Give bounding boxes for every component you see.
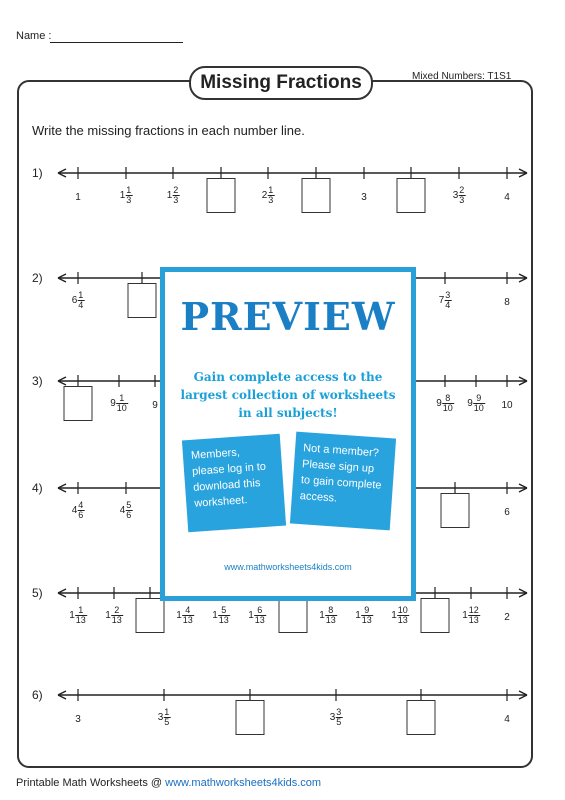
footer-text: Printable Math Worksheets @ — [16, 777, 166, 789]
tick-label: 1 $\frac{9}{13}$ — [355, 605, 372, 625]
tick-label: 2 — [504, 612, 510, 623]
answer-box[interactable] — [397, 178, 426, 213]
tick-label: 1 $\frac{10}{13}$ — [391, 605, 408, 625]
tick-label: 9 $\frac{8}{10}$ — [436, 393, 453, 413]
preview-title: PREVIEW — [180, 294, 396, 339]
tick-label: 3 $\frac{2}{3}$ — [452, 185, 465, 205]
signup-card[interactable]: Not a member? Please sign up to gain complete access. — [290, 432, 396, 531]
tick-label: 1 $\frac{6}{13}$ — [248, 605, 265, 625]
problem-number: 6) — [32, 688, 43, 702]
footer — [16, 777, 321, 789]
tick-label: 1 $\frac{5}{13}$ — [212, 605, 229, 625]
tick-label: 4 $\frac{4}{6}$ — [71, 500, 84, 520]
tick-label: 3 — [75, 714, 81, 725]
preview-url-link[interactable]: www.mathworksheets4kids.com — [224, 562, 352, 572]
answer-box[interactable] — [279, 598, 308, 633]
problem-number: 4) — [32, 481, 43, 495]
answer-box[interactable] — [64, 386, 93, 421]
answer-box[interactable] — [441, 493, 470, 528]
tick-label: 1 $\frac{1}{13}$ — [69, 605, 86, 625]
tick-label: 1 $\frac{2}{13}$ — [105, 605, 122, 625]
tick-label: 4 — [504, 192, 510, 203]
tick-label: 3 $\frac{1}{5}$ — [157, 707, 170, 727]
tick-label: 9 — [152, 400, 158, 411]
tick-label: 2 $\frac{1}{3}$ — [261, 185, 274, 205]
tick-label: 1 $\frac{2}{3}$ — [166, 185, 179, 205]
tick-label: 1 $\frac{8}{13}$ — [319, 605, 336, 625]
instructions: Write the missing fractions in each number line. — [32, 123, 305, 138]
preview-overlay — [160, 267, 416, 601]
problem-number: 5) — [32, 586, 43, 600]
answer-box[interactable] — [302, 178, 331, 213]
problem-number: 3) — [32, 374, 43, 388]
problem-number: 1) — [32, 166, 43, 180]
answer-box[interactable] — [236, 700, 265, 735]
answer-box[interactable] — [207, 178, 236, 213]
name-field[interactable] — [50, 42, 183, 43]
tick-label: 1 $\frac{1}{3}$ — [119, 185, 132, 205]
answer-box[interactable] — [128, 283, 157, 318]
tick-label: 4 — [504, 714, 510, 725]
problem-number: 2) — [32, 271, 43, 285]
tick-label: 3 — [361, 192, 367, 203]
tick-label: 6 $\frac{1}{4}$ — [71, 290, 84, 310]
tick-label: 4 $\frac{5}{6}$ — [119, 500, 132, 520]
tick-label: 6 — [504, 507, 510, 518]
tick-label: 3 $\frac{3}{5}$ — [329, 707, 342, 727]
tick-label: 9 $\frac{1}{10}$ — [110, 393, 127, 413]
tick-label: 9 $\frac{9}{10}$ — [467, 393, 484, 413]
worksheet-title: Missing Fractions — [189, 66, 373, 100]
tick-label: 7 $\frac{3}{4}$ — [438, 290, 451, 310]
tick-label: 1 — [75, 192, 81, 203]
tick-label: 1 $\frac{4}{13}$ — [176, 605, 193, 625]
name-label: Name : — [16, 30, 52, 42]
tick-label: 8 — [504, 297, 510, 308]
tick-label: 10 — [501, 400, 513, 411]
answer-box[interactable] — [136, 598, 165, 633]
answer-box[interactable] — [421, 598, 450, 633]
tick-label: 1 $\frac{12}{13}$ — [462, 605, 479, 625]
members-login-card[interactable]: Members, please log in to download this worksheet. — [182, 434, 286, 533]
answer-box[interactable] — [407, 700, 436, 735]
footer-link[interactable]: www.mathworksheets4kids.com — [165, 777, 322, 789]
preview-subtitle: Gain complete access to the largest collection of worksheets in all subjects! — [180, 370, 396, 420]
worksheet-code: Mixed Numbers: T1S1 — [412, 71, 512, 82]
